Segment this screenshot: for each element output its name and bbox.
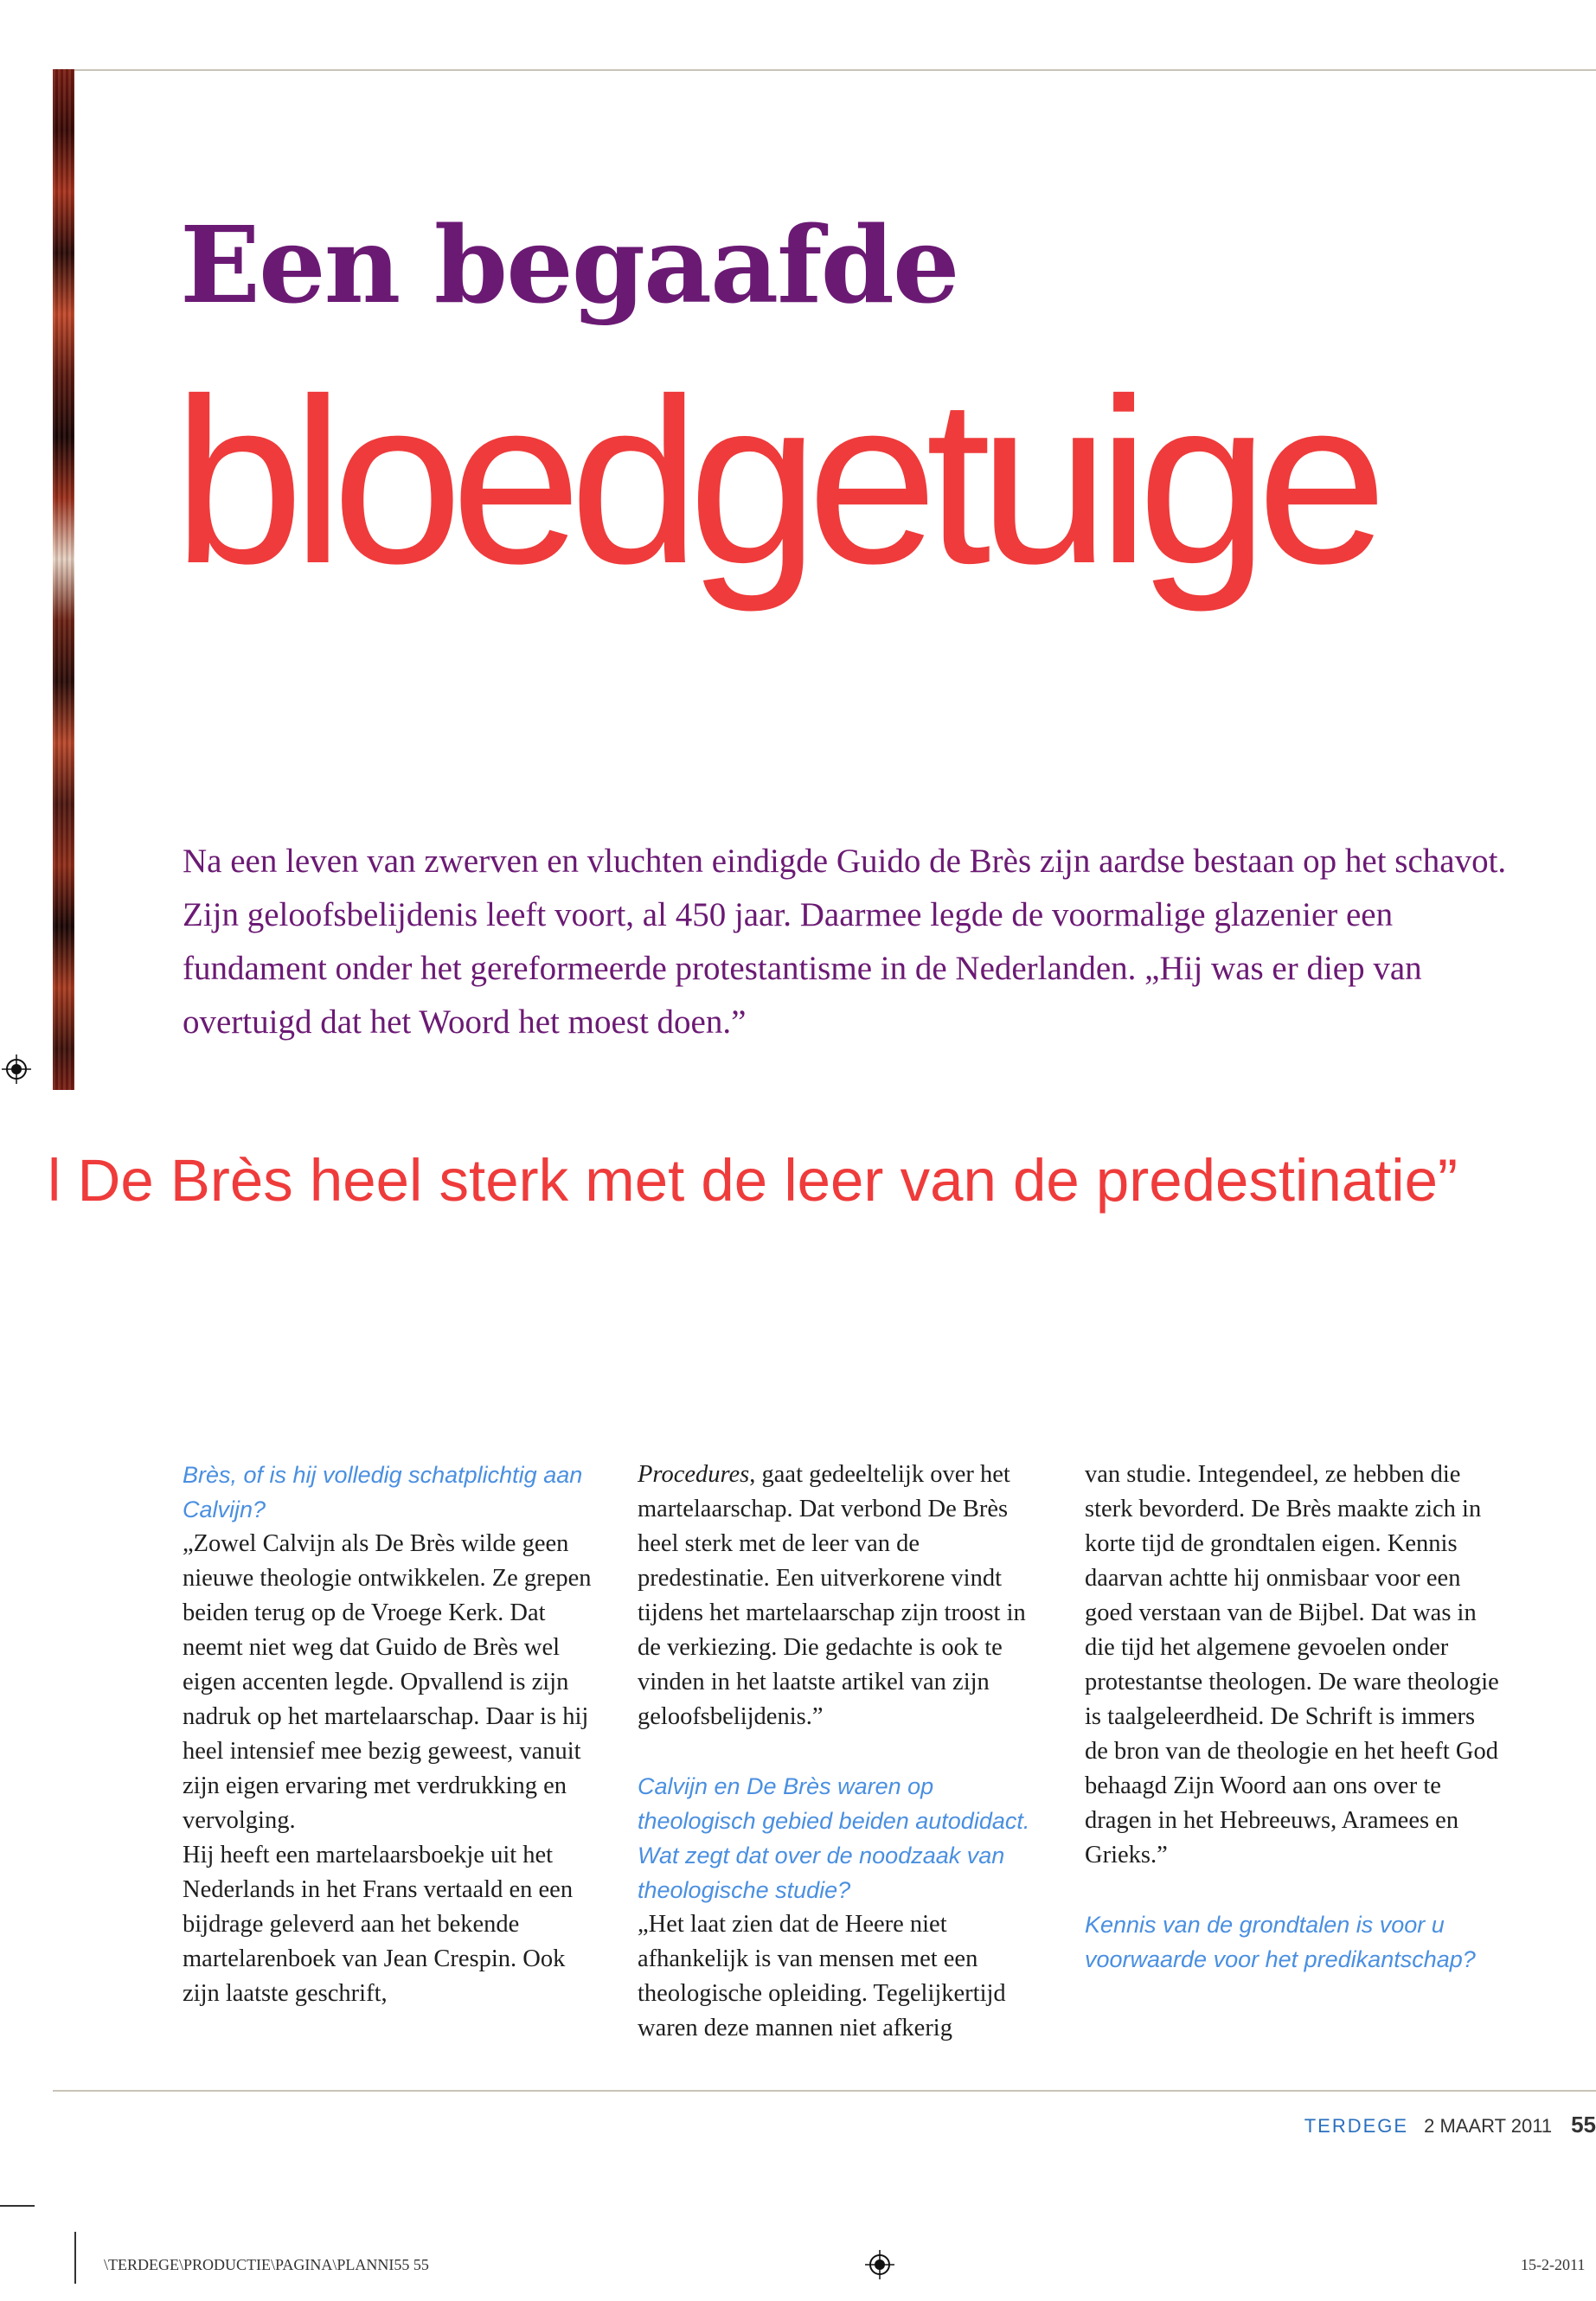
- crop-mark: [74, 2232, 76, 2284]
- registration-mark-icon: [2, 1054, 31, 1084]
- answer-paragraph: „Het laat zien dat de Heere niet afhankelijk is van mensen met een theologische opleiding. Tegelijkertijd waren deze mannen niet afkerig: [638, 1911, 1006, 2041]
- answer-paragraph: Hij heeft een martelaarsboekje uit het Nederlands in het Frans vertaald en een bijdrage geleverd aan het bekende martelarenboek van Jean Crespin. Ook zijn laatste geschrift,: [183, 1842, 574, 2007]
- headline-line-1: Een begaafde: [180, 202, 958, 327]
- crop-mark: [0, 2205, 35, 2207]
- print-slug-date: 15-2-2011: [1521, 2256, 1586, 2273]
- interview-question: Brès, of is hij volledig schatplichtig aan Calvijn?: [183, 1462, 583, 1522]
- text-column-2: [638, 1458, 1053, 2046]
- book-title: Procedures: [638, 1461, 750, 1488]
- answer-paragraph: van studie. Integendeel, ze hebben die sterk bevorderd. De Brès maakte zich in korte tijd de grondtalen eigen. Kennis daarvan achtte hij onmisbaar voor een goed verstaan van de Bijbel. Dat was in die tijd het algemene gevoelen onder protestantse theologen. De ware theologie is taalgeleerdheid. De Schrift is immers de bron van de theologie en het heeft God behaagd Zijn Woord aan ons over te dragen in het Hebreeuws, Aramees en Grieks.”: [1085, 1461, 1499, 1868]
- registration-mark-icon: [865, 2250, 894, 2279]
- print-slug-path: \TERDEGE\PRODUCTIE\PAGINA\PLANNI55 55: [104, 2256, 429, 2273]
- page-number: 55: [1571, 2112, 1596, 2138]
- lead-paragraph: Na een leven van zwerven en vluchten eindigde Guido de Brès zijn aardse bestaan op het schavot. Zijn geloofsbelijdenis leeft voort, al 450 jaar. Daarmee legde de voormalige glazenier een fundament onder het gereformeerde protestantisme in de Nederlanden. „Hij was er diep van overtuigd dat het Woord het moest doen.”: [183, 843, 1507, 1041]
- issue-date: 2 MAART 2011: [1424, 2115, 1553, 2137]
- interview-question: Calvijn en De Brès waren op theologisch gebied beiden autodidact. Wat zegt dat over de noodzaak van theologische studie?: [638, 1773, 1030, 1903]
- headline-line-2: bloedgetuige: [173, 349, 1375, 612]
- text-column-1: [183, 1458, 598, 2011]
- magazine-name: TERDEGE: [1304, 2115, 1409, 2137]
- answer-paragraph: „Zowel Calvijn als De Brès wilde geen nieuwe theologie ontwikkelen. Ze grepen beiden terug op de Vroege Kerk. Dat neemt niet weg dat Guido de Brès wel eigen accenten legde. Opvallend is zijn nadruk op het martelaarschap. Daar is hij heel intensief mee bezig geweest, vanuit zijn eigen ervaring met verdrukking en vervolging.: [183, 1530, 592, 1834]
- photo-strip: [53, 69, 74, 1090]
- pull-quote: l De Brès heel sterk met de leer van de predestinatie”: [48, 1147, 1458, 1214]
- text-column-3: [1085, 1458, 1500, 1977]
- interview-question: Kennis van de grondtalen is voor u voorwaarde voor het predikantschap?: [1085, 1912, 1476, 1972]
- answer-paragraph: Procedures, gaat gedeeltelijk over het martelaarschap. Dat verbond De Brès heel sterk met de leer van de predestinatie. Een uitverkorene vindt tijdens het martelaarschap zijn troost in de verkiezing. Die gedachte is ook te vinden in het laatste artikel van zijn geloofsbelijdenis.”: [638, 1461, 1026, 1730]
- page-footer: [1304, 2112, 1596, 2138]
